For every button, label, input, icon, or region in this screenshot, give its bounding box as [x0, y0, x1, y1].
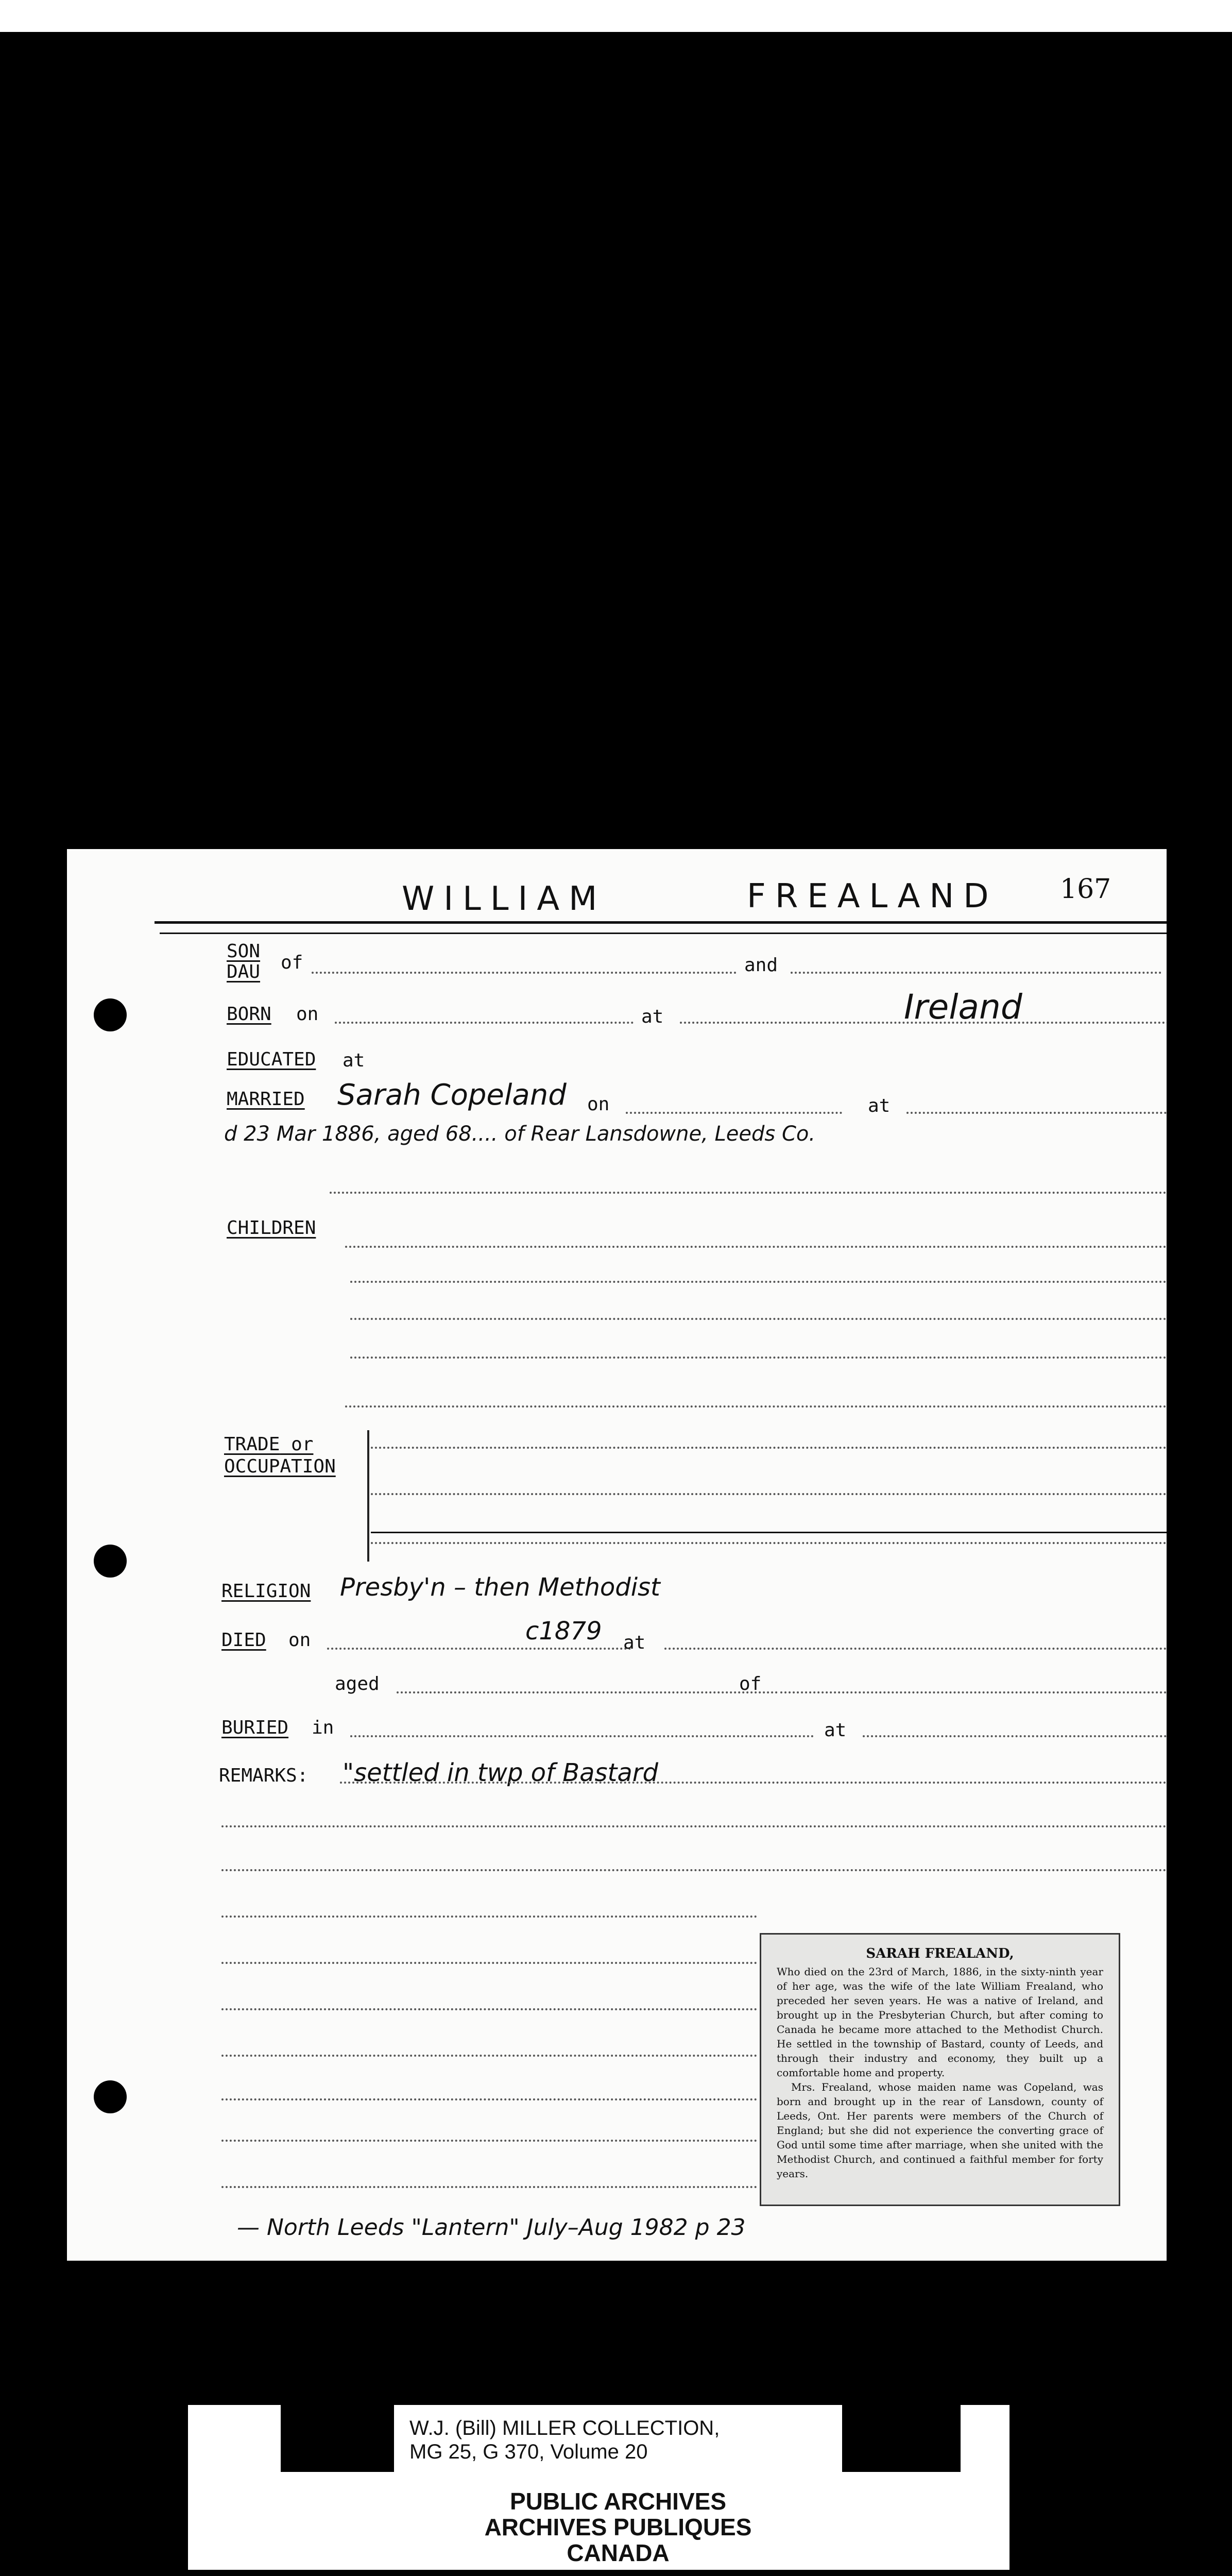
born-label: BORN	[227, 1004, 271, 1025]
married-date-line	[626, 1112, 842, 1114]
remarks-line-8	[221, 2098, 757, 2100]
strip-notch-left	[281, 2405, 394, 2472]
remarks-line-9	[221, 2140, 757, 2142]
collection-tag	[394, 2405, 842, 2472]
married-spouse-value: Sarah Copeland	[337, 1078, 567, 1112]
occupation-label: OCCUPATION	[224, 1456, 336, 1477]
born-date-line	[335, 1022, 634, 1024]
buried-in-label: in	[312, 1717, 334, 1738]
died-date-line	[327, 1648, 631, 1650]
collection-line-1: W.J. (Bill) MILLER COLLECTION,	[409, 2417, 720, 2439]
son-label: SON	[227, 941, 261, 962]
buried-at-label: at	[824, 1720, 847, 1741]
buried-label: BURIED	[221, 1717, 289, 1738]
married-at-label: at	[868, 1095, 891, 1116]
died-label: DIED	[221, 1630, 266, 1651]
remarks-line-4	[221, 1916, 757, 1918]
occupation-bracket	[367, 1430, 369, 1562]
children-line-1	[345, 1246, 1167, 1248]
occupation-line-3	[371, 1542, 1167, 1544]
aged-of-label: of	[739, 1673, 762, 1694]
married-label: MARRIED	[227, 1089, 305, 1110]
archive-french: ARCHIVES PUBLIQUES	[484, 2514, 752, 2540]
married-on-label: on	[587, 1094, 610, 1115]
occupation-line-2	[371, 1493, 1167, 1495]
died-on-label: on	[288, 1630, 311, 1651]
archive-english: PUBLIC ARCHIVES	[510, 2488, 726, 2515]
remarks-line-1	[340, 1782, 1167, 1784]
remarks-line-5	[221, 1962, 757, 1964]
children-line-4	[350, 1357, 1167, 1359]
father-line	[312, 972, 737, 974]
buried-at-line	[863, 1735, 1167, 1737]
name-first: WILLIAM	[402, 880, 607, 918]
obituary-clipping	[760, 1933, 1120, 2206]
of-label: of	[281, 952, 303, 973]
born-at-label: at	[641, 1006, 664, 1027]
header-rule-top	[155, 921, 1167, 924]
record-card	[67, 849, 1167, 2261]
page-number: 167	[1060, 874, 1111, 905]
punch-hole-top	[94, 998, 127, 1031]
dau-label: DAU	[227, 961, 261, 982]
source-note: — North Leeds "Lantern" July–Aug 1982 p 23	[237, 2214, 746, 2241]
children-line-3	[350, 1318, 1167, 1320]
clipping-title: SARAH FREALAND,	[866, 1946, 1014, 1961]
mother-line	[791, 972, 1161, 974]
religion-label: RELIGION	[221, 1581, 311, 1602]
clipping-paragraph-1: Who died on the 23rd of March, 1886, in the sixty-ninth year of her age, was the wife of the late William Frealand, who preceded her seven years. He was a native of Ireland, and brought up in the Presbyterian Church, but after coming to Canada he became more attached to the Methodist Church. He settled in the township of Bastard, county of Leeds, and through their industry and economy, they built up a comfortable home and property.	[777, 1965, 1103, 2079]
header-rule-bottom	[160, 933, 1167, 934]
remarks-label: REMARKS:	[219, 1765, 309, 1786]
buried-place-line	[350, 1735, 814, 1737]
married-extra-line	[330, 1192, 1167, 1194]
aged-line	[397, 1691, 778, 1693]
aged-label: aged	[335, 1673, 380, 1694]
clipping-paragraph-2: Mrs. Frealand, whose maiden name was Copeland, was born and brought up in the rear of Lansdown, county of Leeds, Ont. Her parents were members of the Church of England; but she did not experience the converting grace of God until some time after marriage, when she united with the Methodist Church, and continued a faithful member for forty years.	[777, 2081, 1103, 2180]
clipping-body	[777, 1964, 1103, 2181]
died-at-label: at	[623, 1632, 646, 1653]
educated-at-label: at	[343, 1050, 365, 1071]
married-place-line	[906, 1112, 1167, 1114]
remarks-value: "settled in twp of Bastard	[343, 1758, 658, 1787]
married-note: d 23 Mar 1886, aged 68.... of Rear Lansdowne, Leeds Co.	[224, 1122, 816, 1146]
born-on-label: on	[296, 1004, 319, 1025]
children-line-2	[350, 1281, 1167, 1283]
remarks-line-2	[221, 1825, 1167, 1827]
and-label: and	[744, 955, 778, 976]
strip-notch-right	[842, 2405, 961, 2472]
top-film-edge	[0, 0, 1232, 32]
trade-label: TRADE or	[224, 1434, 314, 1455]
archive-country: CANADA	[567, 2539, 670, 2566]
died-date-value: c1879	[525, 1617, 602, 1646]
collection-line-2: MG 25, G 370, Volume 20	[409, 2441, 648, 2463]
remarks-line-3	[221, 1869, 1167, 1871]
children-label: CHILDREN	[227, 1217, 316, 1239]
born-place-value: Ireland	[904, 987, 1022, 1027]
remarks-line-10	[221, 2186, 757, 2188]
punch-hole-middle	[94, 1545, 127, 1578]
children-line-5	[345, 1405, 1167, 1408]
occupation-rule	[371, 1532, 1167, 1533]
religion-value: Presby'n – then Methodist	[340, 1573, 660, 1602]
occupation-line-1	[371, 1447, 1167, 1449]
punch-hole-bottom	[94, 2080, 127, 2113]
aged-of-line	[780, 1691, 1167, 1693]
remarks-line-7	[221, 2055, 757, 2057]
educated-label: EDUCATED	[227, 1049, 316, 1070]
died-place-line	[664, 1648, 1167, 1650]
remarks-line-6	[221, 2008, 757, 2010]
name-last: FREALAND	[747, 877, 998, 916]
archive-stamp	[361, 2488, 876, 2566]
